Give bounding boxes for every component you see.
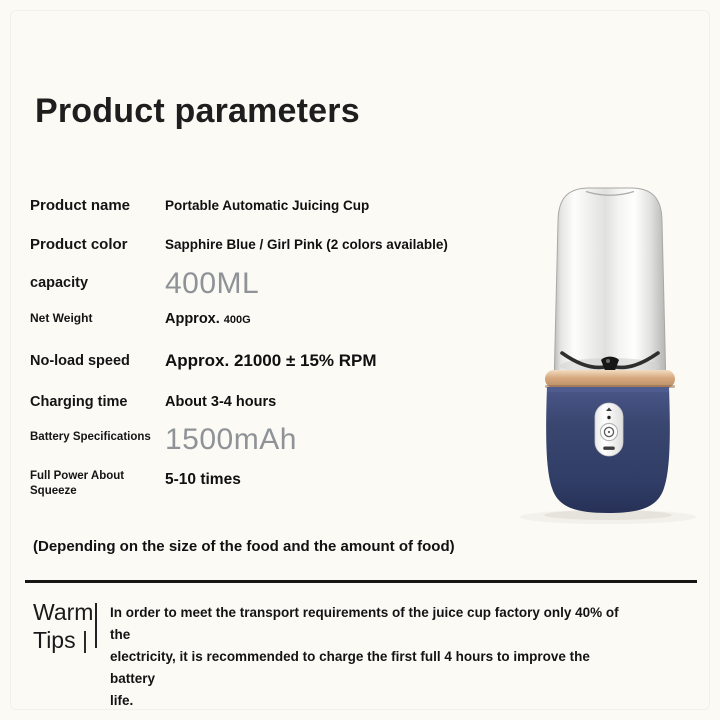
spec-value: Portable Automatic Juicing Cup [165,198,370,213]
panel-port-slot [603,447,615,450]
warm-tips-title-line2: Tips | [33,627,88,653]
spec-label: No-load speed [30,353,130,369]
warm-tips-body-line2: electricity, it is recommended to charge the first full 4 hours to improve the battery [110,649,590,686]
spec-label: capacity [30,275,89,291]
spec-value: Approx. 21000 ± 15% RPM [165,351,377,370]
spec-label: Charging time [30,394,128,410]
spec-row-battery [30,423,510,457]
section-divider [25,580,697,583]
spec-value: 400ML [165,267,260,300]
warm-tips-divider [95,603,97,648]
spec-row-product-color [30,236,510,253]
warm-tips-body-line1: In order to meet the transport requirements of the juice cup factory only 40% of the [110,605,619,642]
spec-value: Sapphire Blue / Girl Pink (2 colors available) [165,237,448,252]
panel-indicator-dot [607,416,610,419]
warm-tips-title-line1: Warm [33,599,94,625]
spec-row-net-weight [30,311,510,327]
page-title: Product parameters [35,92,360,130]
spec-label: Battery Specifications [30,431,151,443]
spec-value: About 3-4 hours [165,394,277,410]
spec-value-unit: 400G [223,314,251,326]
spec-row-product-name [30,197,510,214]
spec-value: 5-10 times [165,471,241,488]
spec-label: Net Weight [30,311,93,325]
spec-label [30,469,165,499]
spec-value: 1500mAh [165,423,297,456]
juicer-clear-cup [555,188,666,375]
warm-tips-body-line3: life. [110,693,134,708]
spec-label-text: Full Power About Squeeze [30,470,125,497]
spec-value-main: Approx. [165,311,220,327]
size-dependency-note: (Depending on the size of the food and the amount of food) [33,538,455,555]
spec-row-squeeze-count [30,469,510,499]
warm-tips-title [33,598,93,654]
spec-value [165,311,251,327]
spec-label: Product color [30,236,128,253]
spec-row-capacity [30,267,510,301]
product-image-juicer [500,160,720,540]
spec-row-no-load-speed [30,353,510,371]
spec-label: Product name [30,197,131,214]
juicer-control-panel [595,403,623,456]
warm-tips-body [110,602,635,712]
spec-row-charging-time [30,394,510,410]
